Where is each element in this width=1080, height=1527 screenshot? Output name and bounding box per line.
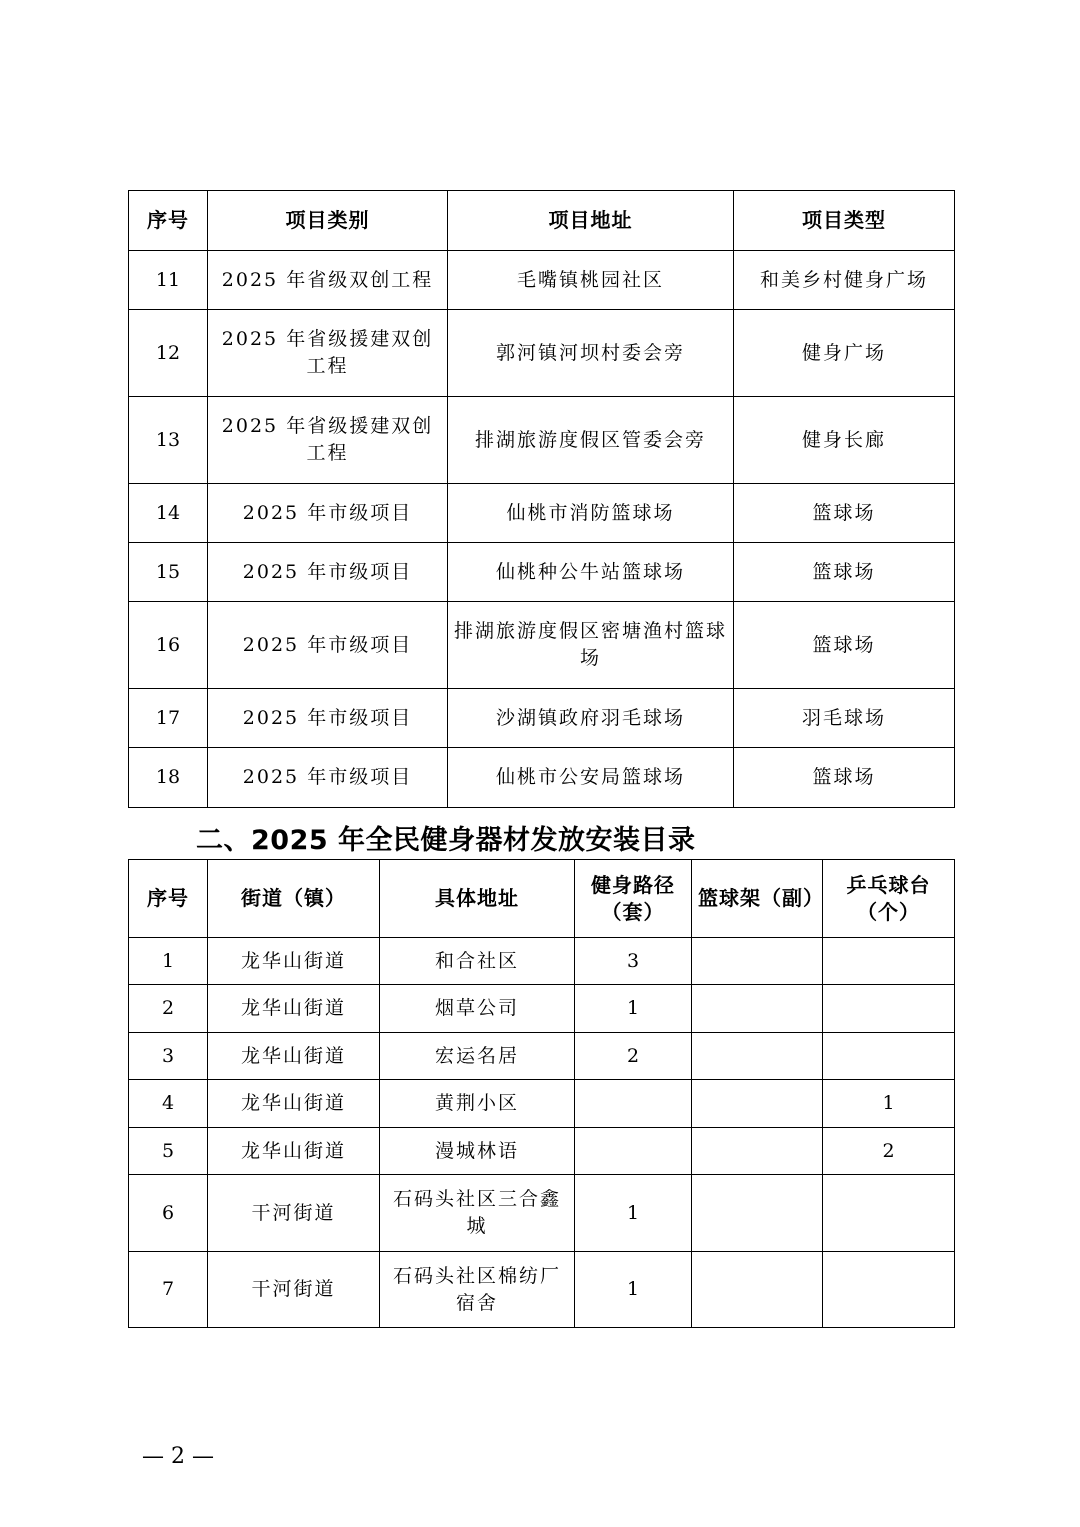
cell-address: 宏运名居 (380, 1033, 575, 1080)
cell-type: 和美乡村健身广场 (734, 251, 955, 310)
cell-type: 健身广场 (734, 310, 955, 397)
table-row (129, 397, 955, 484)
cell-address: 黄荆小区 (380, 1080, 575, 1128)
table-row (129, 251, 955, 310)
table-row (129, 985, 955, 1033)
cell-seq: 14 (129, 484, 208, 543)
cell-seq: 4 (129, 1080, 208, 1128)
cell-address: 排湖旅游度假区管委会旁 (448, 397, 734, 484)
cell-seq: 5 (129, 1128, 208, 1175)
equipment-table (128, 859, 955, 1328)
cell-pingpong-table (823, 1175, 955, 1252)
header-category: 项目类别 (208, 191, 448, 251)
cell-fitness-path: 2 (575, 1033, 692, 1080)
table-row (129, 938, 955, 985)
table-row (129, 1080, 955, 1128)
cell-type: 篮球场 (734, 748, 955, 808)
cell-street: 龙华山街道 (208, 1033, 380, 1080)
table-row (129, 1033, 955, 1080)
table-row (129, 748, 955, 808)
project-table (128, 190, 955, 808)
cell-seq: 1 (129, 938, 208, 985)
cell-street: 干河街道 (208, 1175, 380, 1252)
cell-basketball-stand (692, 1033, 823, 1080)
cell-seq: 11 (129, 251, 208, 310)
cell-seq: 15 (129, 543, 208, 602)
header-street: 街道（镇） (208, 860, 380, 938)
header-type: 项目类型 (734, 191, 955, 251)
cell-pingpong-table: 1 (823, 1080, 955, 1128)
cell-address: 排湖旅游度假区密塘渔村篮球场 (448, 602, 734, 689)
cell-seq: 6 (129, 1175, 208, 1252)
cell-street: 龙华山街道 (208, 1080, 380, 1128)
cell-category: 2025 年市级项目 (208, 689, 448, 748)
cell-address: 仙桃种公牛站篮球场 (448, 543, 734, 602)
cell-seq: 18 (129, 748, 208, 808)
header-fitness-path: 健身路径（套） (575, 860, 692, 938)
cell-fitness-path (575, 1128, 692, 1175)
cell-type: 羽毛球场 (734, 689, 955, 748)
cell-category: 2025 年省级援建双创工程 (208, 397, 448, 484)
cell-pingpong-table: 2 (823, 1128, 955, 1175)
cell-fitness-path: 3 (575, 938, 692, 985)
cell-category: 2025 年市级项目 (208, 748, 448, 808)
cell-category: 2025 年省级双创工程 (208, 251, 448, 310)
cell-address: 漫城林语 (380, 1128, 575, 1175)
cell-address: 仙桃市消防篮球场 (448, 484, 734, 543)
cell-street: 龙华山街道 (208, 1128, 380, 1175)
table-row (129, 602, 955, 689)
cell-basketball-stand (692, 1128, 823, 1175)
cell-address: 石码头社区棉纺厂宿舍 (380, 1252, 575, 1328)
cell-street: 干河街道 (208, 1252, 380, 1328)
header-seq: 序号 (129, 860, 208, 938)
cell-type: 篮球场 (734, 602, 955, 689)
cell-fitness-path: 1 (575, 985, 692, 1033)
table-row (129, 1175, 955, 1252)
table-row (129, 689, 955, 748)
cell-address: 沙湖镇政府羽毛球场 (448, 689, 734, 748)
cell-type: 篮球场 (734, 543, 955, 602)
cell-street: 龙华山街道 (208, 938, 380, 985)
cell-basketball-stand (692, 1080, 823, 1128)
cell-address: 和合社区 (380, 938, 575, 985)
cell-address: 郭河镇河坝村委会旁 (448, 310, 734, 397)
cell-basketball-stand (692, 938, 823, 985)
cell-pingpong-table (823, 938, 955, 985)
cell-pingpong-table (823, 985, 955, 1033)
cell-pingpong-table (823, 1252, 955, 1328)
cell-seq: 12 (129, 310, 208, 397)
table-row (129, 1128, 955, 1175)
cell-address: 仙桃市公安局篮球场 (448, 748, 734, 808)
table-row (129, 543, 955, 602)
header-pingpong-table: 乒乓球台（个） (823, 860, 955, 938)
table-header-row (129, 191, 955, 251)
cell-seq: 17 (129, 689, 208, 748)
table-row (129, 1252, 955, 1328)
cell-category: 2025 年市级项目 (208, 543, 448, 602)
page-number: — 2 — (142, 1444, 214, 1469)
table-row (129, 310, 955, 397)
cell-address: 烟草公司 (380, 985, 575, 1033)
header-basketball-stand: 篮球架（副） (692, 860, 823, 938)
cell-seq: 7 (129, 1252, 208, 1328)
cell-basketball-stand (692, 1252, 823, 1328)
cell-pingpong-table (823, 1033, 955, 1080)
cell-seq: 13 (129, 397, 208, 484)
cell-fitness-path: 1 (575, 1175, 692, 1252)
cell-fitness-path: 1 (575, 1252, 692, 1328)
cell-basketball-stand (692, 985, 823, 1033)
table-header-row (129, 860, 955, 938)
header-address: 项目地址 (448, 191, 734, 251)
cell-category: 2025 年市级项目 (208, 484, 448, 543)
cell-category: 2025 年省级援建双创工程 (208, 310, 448, 397)
cell-category: 2025 年市级项目 (208, 602, 448, 689)
cell-fitness-path (575, 1080, 692, 1128)
cell-seq: 16 (129, 602, 208, 689)
cell-type: 健身长廊 (734, 397, 955, 484)
header-address: 具体地址 (380, 860, 575, 938)
cell-street: 龙华山街道 (208, 985, 380, 1033)
cell-address: 石码头社区三合鑫城 (380, 1175, 575, 1252)
section-title: 二、2025 年全民健身器材发放安装目录 (196, 825, 696, 856)
header-seq: 序号 (129, 191, 208, 251)
cell-basketball-stand (692, 1175, 823, 1252)
table-row (129, 484, 955, 543)
cell-seq: 2 (129, 985, 208, 1033)
cell-address: 毛嘴镇桃园社区 (448, 251, 734, 310)
cell-seq: 3 (129, 1033, 208, 1080)
cell-type: 篮球场 (734, 484, 955, 543)
